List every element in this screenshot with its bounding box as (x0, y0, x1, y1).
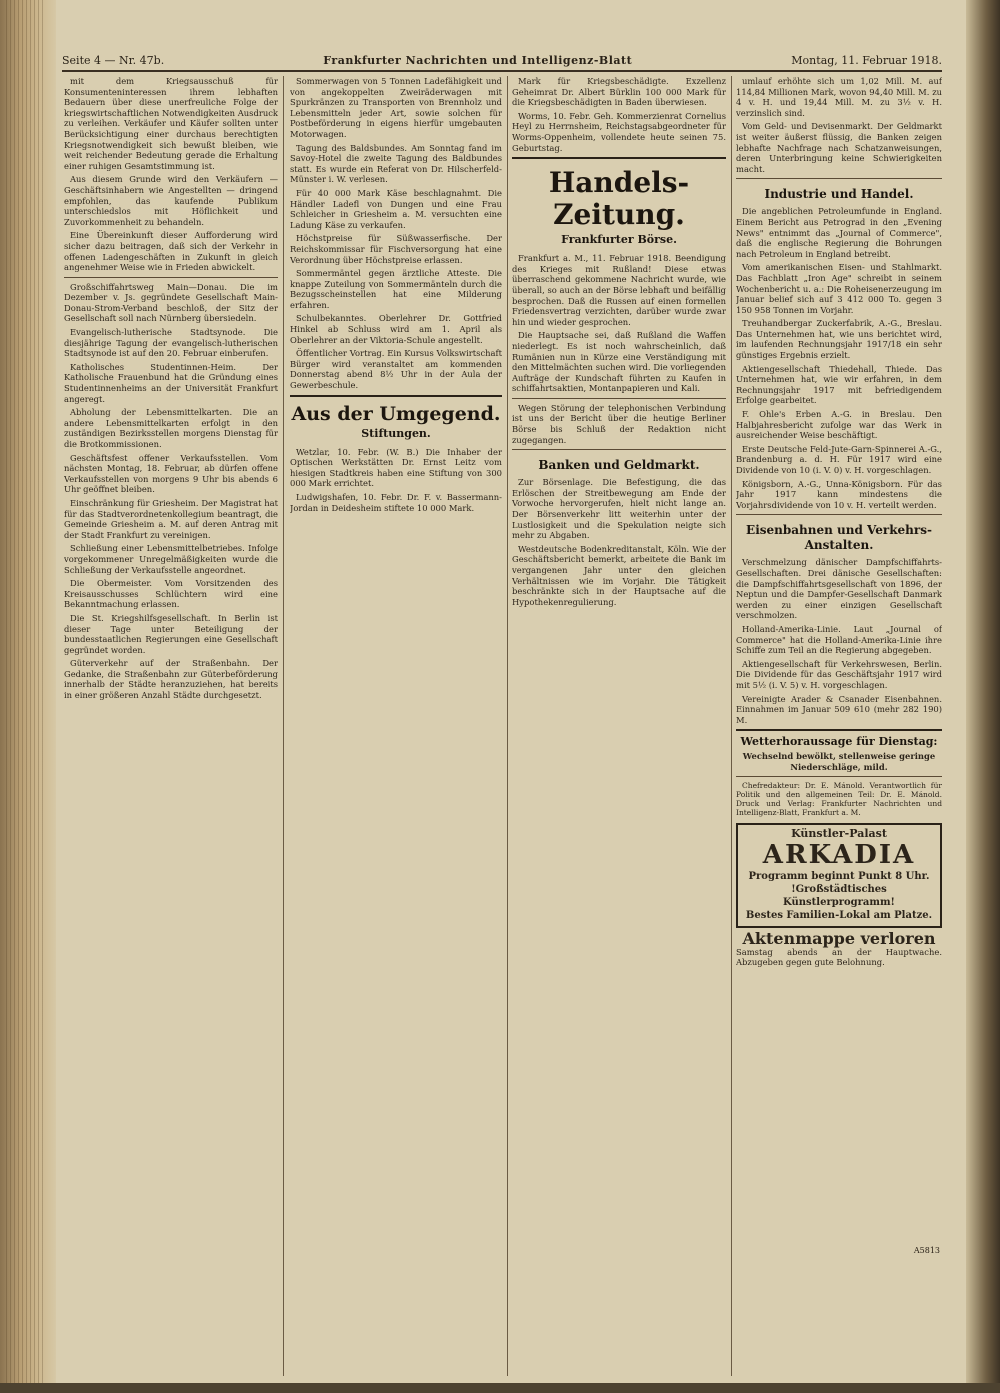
article-paragraph: F. Ohle's Erben A.-G. in Breslau. Den Halbjahresbericht zufolge war das Werk in ausreichender Weise beschäftigt. (736, 409, 942, 441)
article-paragraph: Katholisches Studentinnen-Heim. Der Katholische Frauenbund hat die Gründung eines Studentinnenheims an der Universität Frankfurt angeregt. (64, 361, 278, 404)
article-paragraph: Verschmelzung dänischer Dampfschiffahrts-Gesellschaften. Drei dänische Gesellschaften: die Dampfschiffahrtsgesellschaft von 1896, der Neptun und die Dampfer-Gesellschaft Danmark werden zu einer einzigen Gesellschaft verschmolzen. (736, 557, 942, 621)
separator (736, 776, 942, 777)
column-3 (512, 76, 726, 1376)
article-paragraph: Vereinigte Arader & Csanader Eisenbahnen. Einnahmen im Januar 509 610 (mehr 282 190) M. (736, 693, 942, 725)
separator (736, 514, 942, 515)
page-header (62, 52, 942, 68)
section-heading-umgegend: Aus der Umgegend. (291, 402, 501, 425)
article-paragraph: Vom amerikanischen Eisen- und Stahlmarkt. Das Fachblatt „Iron Age" schreibt in seinem Wochenbericht u. a.: Die Roheisenerzeugung im Januar belief sich auf 3 412 000 To. gegen 3 150 958 Tonnen im Vorjahr. (736, 262, 942, 315)
article-paragraph: Ludwigshafen, 10. Febr. Dr. F. v. Bassermann-Jordan in Deidesheim stiftete 10 000 Mark. (290, 492, 502, 513)
right-page-edge (966, 0, 1000, 1393)
arkadia-name: ARKADIA (762, 840, 916, 871)
section-heading-handels-zeitung: Handels-Zeitung. (548, 166, 690, 232)
weather-forecast-text: Wechselnd bewölkt, stellenweise geringe Niederschläge, mild. (742, 751, 936, 772)
article-paragraph: Eine Übereinkunft dieser Aufforderung wird sicher dazu beitragen, daß sich der Verkehr in offenen Ladengeschäften in Zukunft in gleich angenehmer Weise wie in Frieden abwickelt. (64, 230, 278, 273)
arkadia-advertisement (736, 823, 942, 928)
article-paragraph: Die St. Kriegshilfsgesellschaft. In Berlin ist dieser Tage unter Beteiligung der bundesstaatlichen Regierungen eine Gesellschaft gegründet worden. (64, 612, 278, 655)
book-binding (0, 0, 56, 1393)
section-heading-banken: Banken und Geldmarkt. (538, 458, 700, 473)
separator (736, 178, 942, 179)
article-paragraph: Sommermäntel gegen ärztliche Atteste. Die knappe Zuteilung von Sommermänteln durch die Bezugsscheinstellen hat eine Milderung erfahren. (290, 268, 502, 310)
article-paragraph: Schließung einer Lebensmittelbetriebes. Infolge vorgekommener Unregelmäßigkeiten wurde die Schließung der Verkaufsstelle angeordnet. (64, 543, 278, 575)
article-paragraph: Höchstpreise für Süßwasserfische. Der Reichskommissar für Fischversorgung hat eine Verordnung über Höchstpreise erlassen. (290, 233, 502, 265)
article-paragraph: Evangelisch-lutherische Stadtsynode. Die diesjährige Tagung der evangelisch-lutherischen Stadtsynode ist auf den 20. Februar einberufen. (64, 327, 278, 359)
article-paragraph: Für 40 000 Mark Käse beschlagnahmt. Die Händler Ladefl von Dungen und eine Frau Schleicher in Griesheim a. M. versuchten eine Ladung Käse zu verkaufen. (290, 187, 502, 230)
column-divider (731, 76, 732, 1376)
article-paragraph: Königsborn, A.-G., Unna-Königsborn. Für das Jahr 1917 kann mindestens die Vorjahrsdividende von 10 v. H. verteilt werden. (736, 478, 942, 510)
separator (512, 449, 726, 450)
article-paragraph: Erste Deutsche Feld-Jute-Garn-Spinnerei A.-G., Brandenburg a. d. H. Für 1917 wird eine Dividende von 10 (i. V. 0) v. H. vorgeschlagen. (736, 443, 942, 475)
header-rule (62, 70, 942, 72)
article-paragraph: mit dem Kriegsausschuß für Konsumenteninteressen ihrem lebhaften Bedauern über diese unerfreuliche Folge der kriegswirtschaftlichen Notwendigkeiten Ausdruck zu verleihen. Verkäufer und Käufer sollten unter Berücksichtigung einer durchaus berechtigten Kriegsnotwendigkeit sich bewußt bleiben, wie weit reichender Bedeutung gerade die Erhaltung einer ruhigen Gesamtstimmung ist. (64, 76, 278, 171)
column-1 (64, 76, 278, 1376)
separator (64, 277, 278, 278)
article-paragraph: Westdeutsche Bodenkreditanstalt, Köln. Wie der Geschäftsbericht bemerkt, arbeitete die Bank im vergangenen Jahr unter den gleichen Verhältnissen wie im Vorjahr. Die Tätigkeit beschränkte sich in der Hauptsache auf die Hypothekenregulierung. (512, 543, 726, 607)
article-paragraph: Vom Geld- und Devisenmarkt. Der Geldmarkt ist weiter äußerst flüssig, die Banken zeigen lebhafte Nachfrage nach Schatzanweisungen, deren Unterbringung keine Schwierigkeiten macht. (736, 121, 942, 174)
newspaper-title: Frankfurter Nachrichten und Intelligenz-Blatt (323, 53, 633, 67)
bottom-page-edge (0, 1383, 1000, 1393)
section-rule (512, 157, 726, 159)
article-paragraph: Aus diesem Grunde wird den Verkäufern — Geschäftsinhabern wie Angestellten — dringend empfohlen, das kaufende Publikum unterschiedslos mit Höflichkeit und Zuvorkommenheit zu behandeln. (64, 174, 278, 227)
imprint: Chefredakteur: Dr. E. Mánold. Verantwortlich für Politik und den allgemeinen Teil: Dr. E. Mánold. Druck und Verlag: Frankfurter Nachrichten und Intelligenz-Blatt, Frankfurt a. M. (736, 781, 942, 818)
subheading-frankfurter-boerse: Frankfurter Börse. (561, 233, 677, 247)
article-paragraph: Die angeblichen Petroleumfunde in England. Einem Bericht aus Petrograd in den „Evening News" entnimmt das „Journal of Commerce", daß die englische Regierung die Bohrungen nach Petroleum in England betreibt. (736, 206, 942, 259)
section-rule (736, 729, 942, 731)
arkadia-program-line: Bestes Familien-Lokal am Platze. (745, 910, 933, 922)
page-number: Seite 4 — Nr. 47b. (62, 53, 165, 67)
article-paragraph: Wetzlar, 10. Febr. (W. B.) Die Inhaber der Optischen Werkstätten Dr. Ernst Leitz vom hiesigen Stadtkreis haben eine Stiftung von 300 000 Mark errichtet. (290, 446, 502, 489)
subheading-stiftungen: Stiftungen. (361, 426, 431, 440)
article-paragraph: Mark für Kriegsbeschädigte. Exzellenz Geheimrat Dr. Albert Bürklin 100 000 Mark für die Kriegsbeschädigten in Baden überwiesen. (512, 76, 726, 108)
weather-forecast-title: Wetterhoraussage für Dienstag: (740, 735, 938, 749)
article-paragraph: Geschäftsfest offener Verkaufsstellen. Vom nächsten Montag, 18. Februar, ab dürfen offene Verkaufsstellen von morgens 9 Uhr bis abends 6 Uhr geöffnet bleiben. (64, 452, 278, 495)
article-paragraph: Güterverkehr auf der Straßenbahn. Der Gedanke, die Straßenbahn zur Güterbeförderung innerhalb der Städte heranzuziehen, hat bereits in einer größeren Anzahl Städte durchgesetzt. (64, 658, 278, 701)
section-rule (290, 395, 502, 397)
column-divider (283, 76, 284, 1376)
article-paragraph: Treuhandbergar Zuckerfabrik, A.-G., Breslau. Das Unternehmen hat, wie uns berichtet wird, im laufenden Rechnungsjahr 1917/18 ein sehr günstiges Ergebnis erzielt. (736, 318, 942, 361)
article-paragraph: Die Obermeister. Vom Vorsitzenden des Kreisausschusses Schlüchtern wird eine Bekanntmachung erlassen. (64, 578, 278, 610)
article-paragraph: Schulbekanntes. Oberlehrer Dr. Gottfried Hinkel ab Schluss wird am 1. April als Oberlehrer an der Viktoria-Schule angestellt. (290, 313, 502, 345)
article-paragraph: Aktiengesellschaft Thiedehall, Thiede. Das Unternehmen hat, wie wir erfahren, in dem Rechnungsjahr 1917 mit befriedigendem Erfolge gearbeitet. (736, 363, 942, 406)
column-4 (736, 76, 942, 1376)
arkadia-program-line: Programm beginnt Punkt 8 Uhr. (748, 871, 930, 883)
article-paragraph: Einschränkung für Griesheim. Der Magistrat hat für das Stadtverordnetenkollegium beantragt, die Gemeinde Griesheim a. M. auf deren Antrag mit der Stadt Frankfurt zu vereinigen. (64, 497, 278, 540)
telephone-notice: Wegen Störung der telephonischen Verbindung ist uns der Bericht über die heutige Berliner Börse bis Schluß der Redaktion nicht zugegangen. (512, 402, 726, 445)
column-2 (290, 76, 502, 1376)
article-paragraph: Die Hauptsache sei, daß Rußland die Waffen niederlegt. Es ist noch wahrscheinlich, daß Rumänien nun in Kürze eine Verständigung mit den Mittelmächten suchen wird. Die vorliegenden Aufträge der Kundschaft führten zu Kaufen in schiffahrtsaktien, Montanpapieren und Kali. (512, 330, 726, 394)
ad-code: A5813 (913, 1246, 940, 1255)
article-paragraph: Öffentlicher Vortrag. Ein Kursus Volkswirtschaft Bürger wird veranstaltet am kommenden Donnerstag abend 8½ Uhr in der Aula der Gewerbeschule. (290, 348, 502, 391)
issue-date: Montag, 11. Februar 1918. (791, 53, 942, 67)
article-paragraph: Großschiffahrtsweg Main—Donau. Die im Dezember v. Js. gegründete Gesellschaft Main-Donau-Strom-Verband beschloß, der Sitz der Gesellschaft soll nach Nürnberg übersiedeln. (64, 281, 278, 324)
article-paragraph: Tagung des Baldsbundes. Am Sonntag fand im Savoy-Hotel die zweite Tagung des Baldbundes statt. Es wurde ein Referat von Dr. Hilscherfeld-Münster i. W. verlesen. (290, 142, 502, 185)
lost-briefcase-heading: Aktenmappe verloren (742, 929, 936, 949)
column-divider (507, 76, 508, 1376)
article-paragraph: Aktiengesellschaft für Verkehrswesen, Berlin. Die Dividende für das Geschäftsjahr 1917 wird mit 5½ (i. V. 5) v. H. vorgeschlagen. (736, 658, 942, 690)
arkadia-subtitle: Künstler-Palast (791, 827, 887, 841)
article-paragraph: Worms, 10. Febr. Geh. Kommerzienrat Cornelius Heyl zu Herrnsheim, Reichstagsabgeordneter für Worms-Oppenheim, vollendete heute seinen 75. Geburtstag. (512, 110, 726, 153)
article-paragraph: umlauf erhöhte sich um 1,02 Mill. M. auf 114,84 Millionen Mark, wovon 94,40 Mill. M. zu 4 v. H. und 19,44 Mill. M. zu 3½ v. H. verzinslich sind. (736, 76, 942, 118)
article-paragraph: Abholung der Lebensmittelkarten. Die an andere Lebensmittelkarten erfolgt in den zuständigen Bezirksstellen morgens Dienstag für die Brotkommissionen. (64, 407, 278, 449)
article-paragraph: Sommerwagen von 5 Tonnen Ladefähigkeit und von angekoppelten Zweiräderwagen mit Spurkränzen zu Transporten von Brennholz und Lebensmitteln jeder Art, sowie solchen für Postbeförderung in eigens hierfür umgebauten Motorwagen. (290, 76, 502, 139)
article-paragraph: Zur Börsenlage. Die Befestigung, die das Erlöschen der Streitbewegung am Ende der Vorwoche hervorgerufen, hielt nicht lange an. Der Börsenverkehr litt weiterhin unter der Lustlosigkeit und die Spekulation neigte sich mehr zu Abgaben. (512, 477, 726, 541)
section-heading-eisenbahnen: Eisenbahnen und Verkehrs-Anstalten. (746, 523, 932, 553)
separator (512, 398, 726, 399)
arkadia-program-line: !Großstädtisches Künstlerprogramm! (783, 884, 895, 909)
section-heading-industrie: Industrie und Handel. (764, 187, 914, 202)
article-paragraph: Frankfurt a. M., 11. Februar 1918. Beendigung des Krieges mit Rußland! Diese etwas überraschend gekommene Nachricht wurde, wie überall, so auch an der Börse lebhaft und beifällig besprochen. Daß die Russen auf einen formellen Friedensvertrag verzichten, darüber wurde zwar hin und wieder gesprochen. (512, 253, 726, 327)
binding-page-edges (6, 0, 46, 1393)
article-paragraph: Holland-Amerika-Linie. Laut „Journal of Commerce" hat die Holland-Amerika-Linie ihre Schiffe zum Teil an die Regierung abgegeben. (736, 623, 942, 656)
lost-briefcase-text: Samstag abends an der Hauptwache. Abzugeben gegen gute Belohnung. (736, 946, 942, 968)
